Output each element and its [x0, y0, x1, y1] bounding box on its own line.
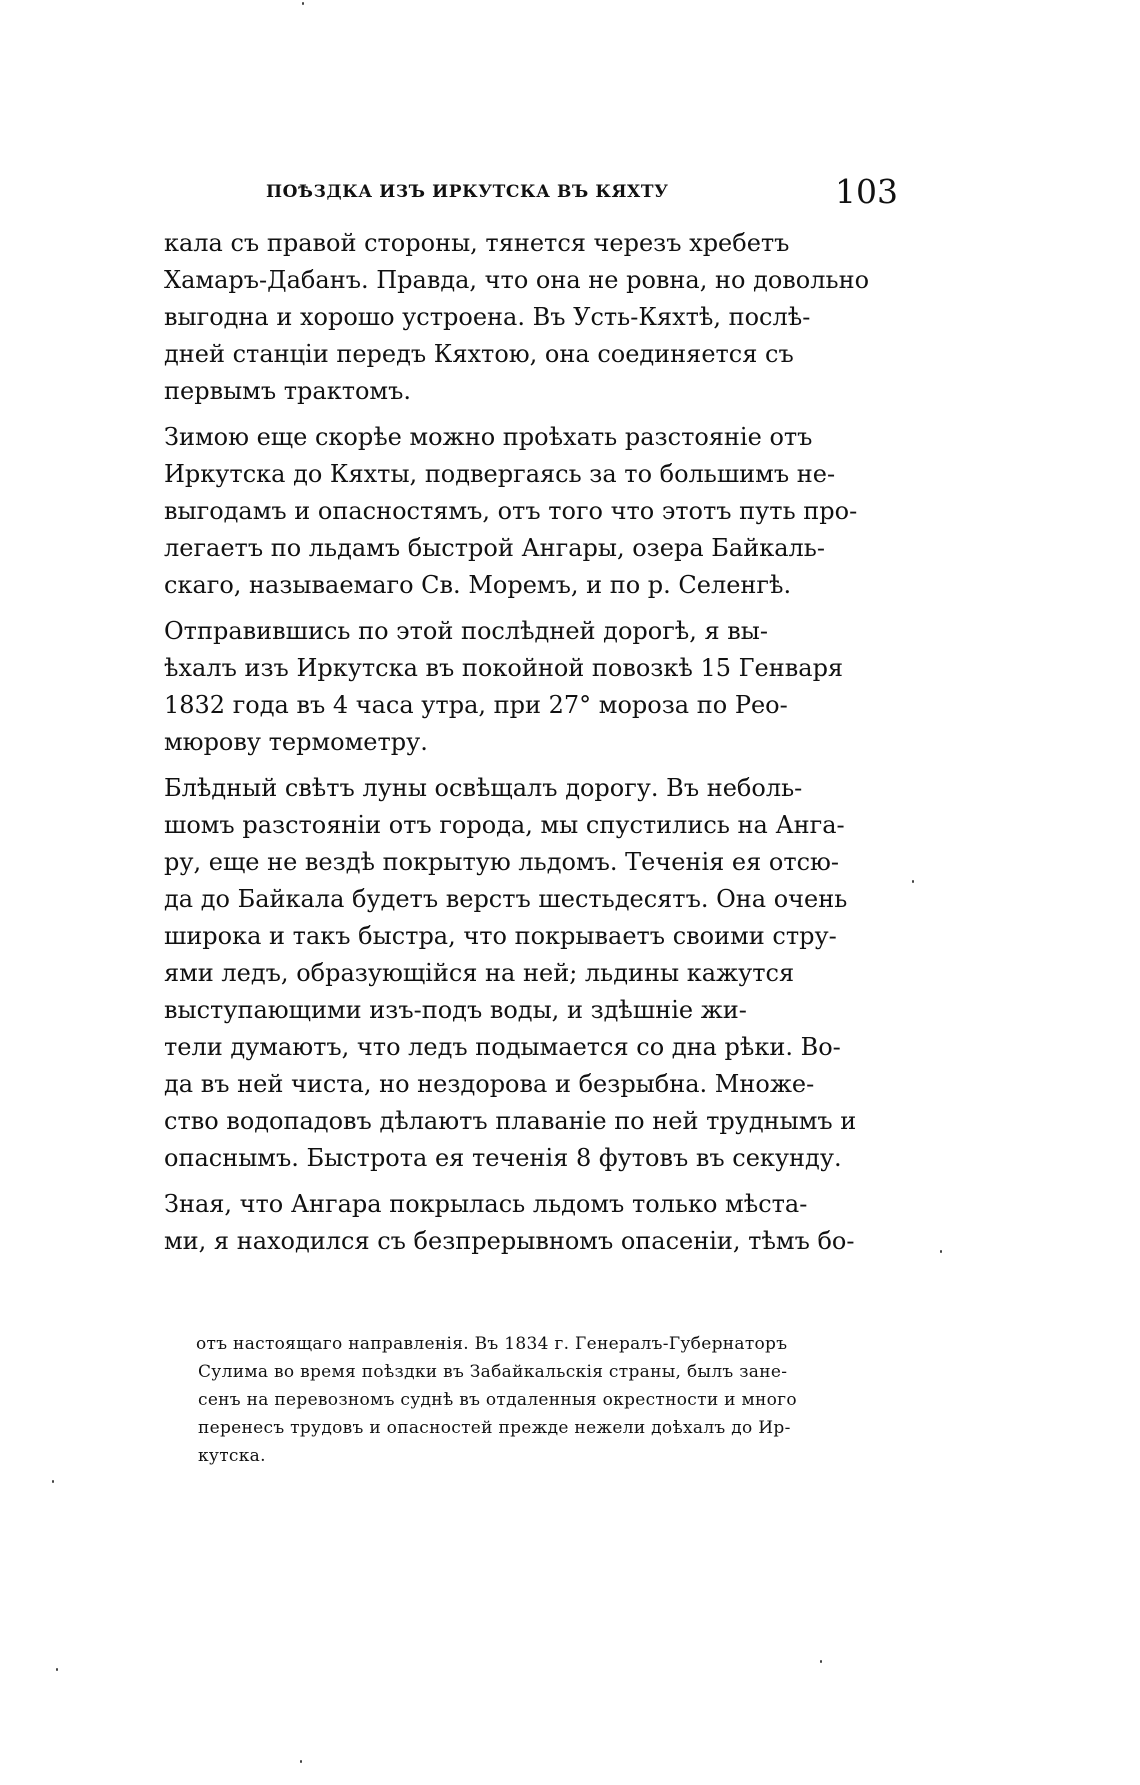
text-line: скаго, называемаго Св. Моремъ, и по р. Селенгѣ. — [164, 571, 792, 599]
text-line: Иркутска до Кяхты, подвергаясь за то большимъ не- — [164, 460, 836, 488]
text-line: первымъ трактомъ. — [164, 377, 411, 405]
footnote — [196, 1330, 896, 1470]
text-line: да до Байкала будетъ верстъ шестьдесятъ. Она очень — [164, 885, 848, 913]
text-line: легаетъ по льдамъ быстрой Ангары, озера Байкаль- — [164, 534, 825, 562]
footnote-line: сенъ на перевозномъ суднѣ въ отдаленныя окрестности и много — [198, 1390, 797, 1410]
text-line: Блѣдный свѣтъ луны освѣщалъ дорогу. Въ неболь- — [164, 774, 803, 802]
text-line: ру, еще не вездѣ покрытую льдомъ. Теченія ея отсю- — [164, 848, 840, 876]
text-line: выгодамъ и опасностямъ, отъ того что этотъ путь про- — [164, 497, 858, 525]
running-title: ПОѢЗДКА ИЗЪ ИРКУТСКА ВЪ КЯХТУ — [266, 182, 669, 202]
scan-speck — [52, 1480, 54, 1483]
scan-speck — [56, 1668, 58, 1671]
scan-speck — [820, 1660, 822, 1663]
text-line: тели думаютъ, что ледъ подымается со дна рѣки. Во- — [164, 1033, 841, 1061]
paragraph — [164, 770, 900, 1177]
text-line: ями ледъ, образующійся на ней; льдины кажутся — [164, 959, 795, 987]
text-line: опаснымъ. Быстрота ея теченія 8 футовъ въ секунду. — [164, 1144, 842, 1172]
text-line: выгодна и хорошо устроена. Въ Усть-Кяхтѣ, послѣ- — [164, 303, 811, 331]
text-line: ѣхалъ изъ Иркутска въ покойной повозкѣ 15 Генваря — [164, 654, 844, 682]
footnote-line: отъ настоящаго направленія. Въ 1834 г. Генералъ-Губернаторъ — [196, 1334, 788, 1354]
text-line: 1832 года въ 4 часа утра, при 27° мороза по Рео- — [164, 691, 788, 719]
scan-speck — [940, 1250, 942, 1253]
page-number: 103 — [835, 172, 898, 211]
text-line: кала съ правой стороны, тянется черезъ хребетъ — [164, 229, 790, 257]
footnote-line: перенесъ трудовъ и опасностей прежде нежели доѣхалъ до Ир- — [198, 1418, 791, 1438]
text-line: дней станціи передъ Кяхтою, она соединяется съ — [164, 340, 794, 368]
running-header — [158, 172, 898, 216]
text-line: мюрову термометру. — [164, 728, 428, 756]
scan-speck — [300, 1760, 302, 1763]
text-line: Зимою еще скорѣе можно проѣхать разстояніе отъ — [164, 423, 813, 451]
text-line: широка и такъ быстра, что покрываетъ своими стру- — [164, 922, 837, 950]
paragraph — [164, 419, 900, 604]
text-line: ство водопадовъ дѣлаютъ плаваніе по ней труднымъ и — [164, 1107, 857, 1135]
paragraph — [164, 613, 900, 761]
scan-speck — [302, 2, 304, 5]
scan-speck — [912, 880, 914, 883]
paragraph — [164, 1186, 900, 1260]
text-line: Зная, что Ангара покрылась льдомъ только мѣста- — [164, 1190, 808, 1218]
paragraph — [164, 225, 900, 410]
footnote-line: Сулима во время поѣздки въ Забайкальскія страны, былъ зане- — [198, 1362, 788, 1382]
text-line: шомъ разстояніи отъ города, мы спустились на Анга- — [164, 811, 845, 839]
text-line: Отправившись по этой послѣдней дорогѣ, я вы- — [164, 617, 768, 645]
footnote-line: кутска. — [198, 1446, 266, 1466]
text-line: Хамаръ-Дабанъ. Правда, что она не ровна, но довольно — [164, 266, 870, 294]
main-text — [164, 225, 900, 1269]
text-line: да въ ней чиста, но нездорова и безрыбна. Множе- — [164, 1070, 815, 1098]
text-line: выступающими изъ-подъ воды, и здѣшніе жи- — [164, 996, 747, 1024]
text-line: ми, я находился съ безпрерывномъ опасеніи, тѣмъ бо- — [164, 1227, 855, 1255]
